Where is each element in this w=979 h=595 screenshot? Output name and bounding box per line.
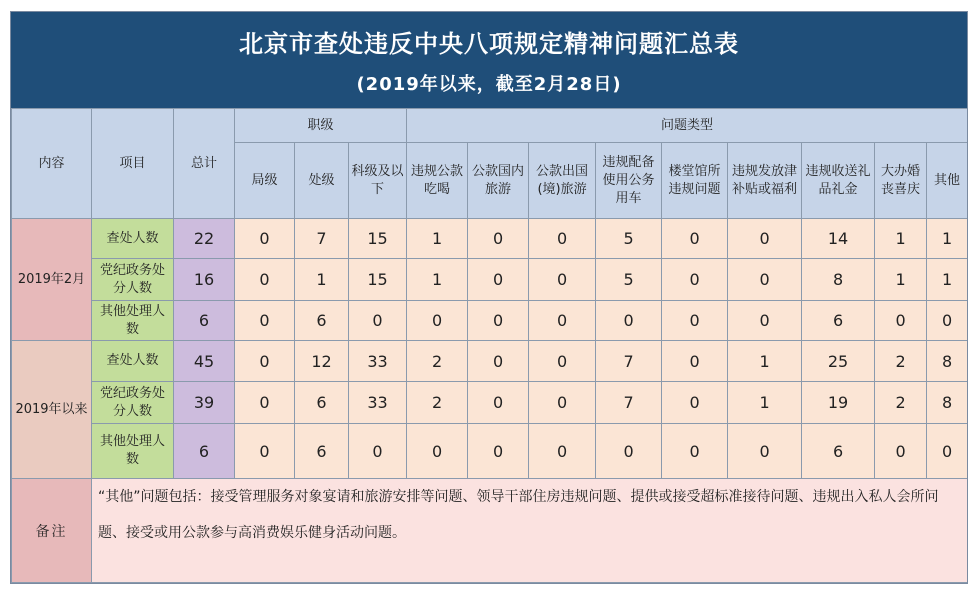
summary-sheet (10, 11, 968, 584)
cell-value: 0 (407, 424, 468, 479)
table-row (12, 424, 968, 479)
cell-value: 6 (802, 424, 875, 479)
cell-value: 0 (468, 341, 529, 382)
cell-value: 33 (349, 341, 407, 382)
cell-value: 14 (802, 219, 875, 259)
row-item: 查处人数 (92, 341, 174, 382)
header-rank-col: 科级及以下 (349, 143, 407, 219)
table-body (12, 109, 968, 583)
cell-value: 6 (802, 301, 875, 341)
cell-value: 0 (662, 424, 728, 479)
cell-value: 0 (529, 301, 596, 341)
header-row-1 (12, 109, 968, 143)
cell-value: 0 (875, 424, 927, 479)
header-rank-col: 局级 (235, 143, 295, 219)
row-item: 查处人数 (92, 219, 174, 259)
cell-value: 7 (596, 382, 662, 424)
header-content: 内容 (12, 109, 92, 219)
cell-value: 6 (295, 382, 349, 424)
cell-value: 0 (662, 301, 728, 341)
cell-value: 2 (407, 341, 468, 382)
cell-value: 0 (927, 424, 968, 479)
cell-value: 5 (596, 219, 662, 259)
row-total: 6 (174, 301, 235, 341)
cell-value: 6 (295, 424, 349, 479)
header-type-col: 违规配备使用公务用车 (596, 143, 662, 219)
header-type-col: 违规发放津补贴或福利 (728, 143, 802, 219)
header-type-col: 其他 (927, 143, 968, 219)
cell-value: 0 (235, 259, 295, 301)
cell-value: 8 (927, 382, 968, 424)
row-item: 其他处理人数 (92, 301, 174, 341)
cell-value: 0 (349, 301, 407, 341)
cell-value: 6 (295, 301, 349, 341)
row-total: 22 (174, 219, 235, 259)
table-row (12, 382, 968, 424)
header-total: 总计 (174, 109, 235, 219)
cell-value: 8 (927, 341, 968, 382)
cell-value: 2 (875, 341, 927, 382)
cell-value: 1 (875, 259, 927, 301)
cell-value: 0 (349, 424, 407, 479)
cell-value: 0 (235, 219, 295, 259)
cell-value: 1 (295, 259, 349, 301)
cell-value: 1 (407, 259, 468, 301)
cell-value: 7 (295, 219, 349, 259)
row-total: 16 (174, 259, 235, 301)
header-rank-group: 职级 (235, 109, 407, 143)
cell-value: 19 (802, 382, 875, 424)
header-type-col: 楼堂馆所违规问题 (662, 143, 728, 219)
cell-value: 8 (802, 259, 875, 301)
cell-value: 0 (728, 259, 802, 301)
title-banner (11, 12, 967, 108)
cell-value: 0 (662, 341, 728, 382)
cell-value: 1 (407, 219, 468, 259)
sheet-subtitle: (2019年以来，截至2月28日) (356, 74, 622, 95)
header-type-col: 公款国内旅游 (468, 143, 529, 219)
header-type-col: 公款出国(境)旅游 (529, 143, 596, 219)
table-row (12, 219, 968, 259)
row-item: 其他处理人数 (92, 424, 174, 479)
cell-value: 0 (728, 424, 802, 479)
header-type-col: 大办婚丧喜庆 (875, 143, 927, 219)
cell-value: 0 (407, 301, 468, 341)
row-total: 45 (174, 341, 235, 382)
cell-value: 0 (468, 424, 529, 479)
cell-value: 2 (875, 382, 927, 424)
cell-value: 0 (468, 301, 529, 341)
table-row (12, 301, 968, 341)
cell-value: 1 (728, 341, 802, 382)
row-item: 党纪政务处分人数 (92, 259, 174, 301)
cell-value: 0 (662, 219, 728, 259)
cell-value: 25 (802, 341, 875, 382)
cell-value: 0 (927, 301, 968, 341)
section-label: 2019年2月 (12, 219, 92, 341)
cell-value: 0 (529, 341, 596, 382)
cell-value: 1 (728, 382, 802, 424)
cell-value: 12 (295, 341, 349, 382)
row-item: 党纪政务处分人数 (92, 382, 174, 424)
cell-value: 15 (349, 259, 407, 301)
cell-value: 0 (728, 219, 802, 259)
cell-value: 0 (235, 301, 295, 341)
cell-value: 0 (662, 259, 728, 301)
cell-value: 0 (468, 219, 529, 259)
cell-value: 15 (349, 219, 407, 259)
cell-value: 0 (468, 382, 529, 424)
cell-value: 0 (728, 301, 802, 341)
cell-value: 2 (407, 382, 468, 424)
sheet-title: 北京市查处违反中央八项规定精神问题汇总表 (239, 30, 739, 58)
cell-value: 0 (662, 382, 728, 424)
table-row (12, 341, 968, 382)
cell-value: 0 (468, 259, 529, 301)
header-rank-col: 处级 (295, 143, 349, 219)
cell-value: 0 (235, 382, 295, 424)
row-total: 39 (174, 382, 235, 424)
cell-value: 0 (235, 424, 295, 479)
cell-value: 0 (529, 424, 596, 479)
header-item: 项目 (92, 109, 174, 219)
cell-value: 0 (529, 219, 596, 259)
cell-value: 0 (529, 382, 596, 424)
table-row (12, 259, 968, 301)
cell-value: 0 (529, 259, 596, 301)
note-row (12, 479, 968, 583)
row-total: 6 (174, 424, 235, 479)
header-type-col: 违规公款吃喝 (407, 143, 468, 219)
header-type-col: 违规收送礼品礼金 (802, 143, 875, 219)
cell-value: 0 (596, 424, 662, 479)
cell-value: 0 (235, 341, 295, 382)
cell-value: 5 (596, 259, 662, 301)
cell-value: 0 (596, 301, 662, 341)
cell-value: 1 (927, 259, 968, 301)
header-type-group: 问题类型 (407, 109, 968, 143)
section-label: 2019年以来 (12, 341, 92, 479)
cell-value: 1 (875, 219, 927, 259)
cell-value: 1 (927, 219, 968, 259)
cell-value: 33 (349, 382, 407, 424)
cell-value: 7 (596, 341, 662, 382)
summary-table (11, 108, 968, 583)
note-text: “其他”问题包括：接受管理服务对象宴请和旅游安排等问题、领导干部住房违规问题、提供或接受超标准接待问题、违规出入私人会所问题、接受或用公款参与高消费娱乐健身活动问题。 (92, 479, 968, 583)
note-label: 备注 (12, 479, 92, 583)
cell-value: 0 (875, 301, 927, 341)
